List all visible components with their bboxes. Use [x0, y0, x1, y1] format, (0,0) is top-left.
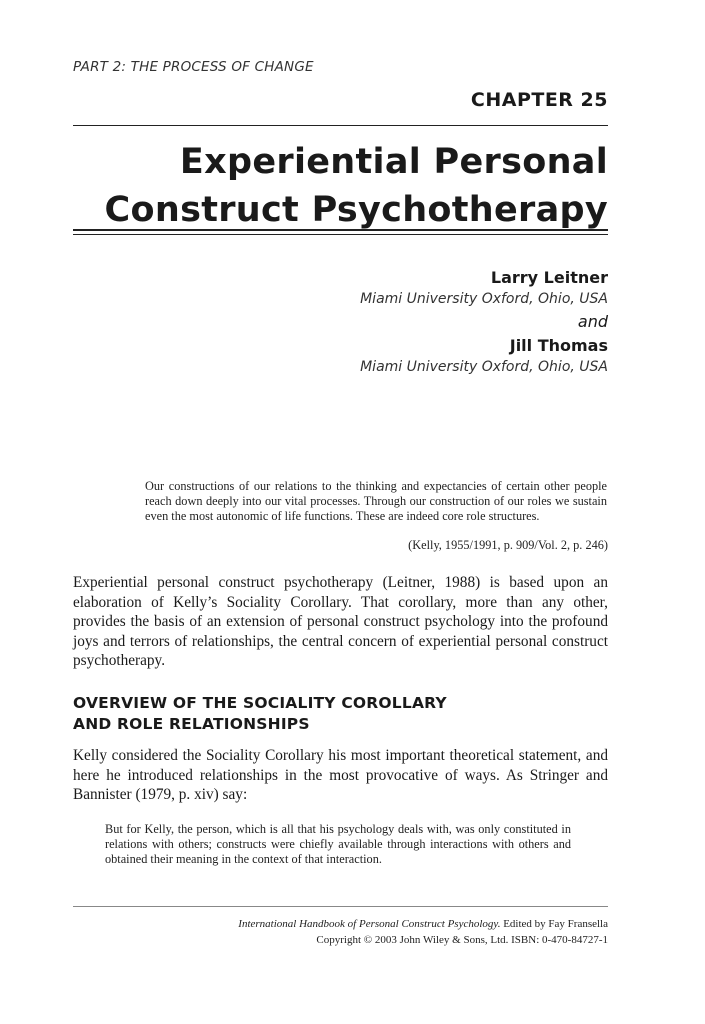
footer-editor: Edited by Fay Fransella: [500, 918, 608, 930]
intro-paragraph: Experiential personal construct psychotherapy (Leitner, 1988) is based upon an elaboration of Kelly’s Sociality Corollary. That corollary, more than any other, provides the basis of an extension of personal construct psychology into the profound joys and terrors of relationships, the central concern of experiential personal construct psychotherapy.: [73, 574, 608, 669]
block-quote: But for Kelly, the person, which is all that his psychology deals with, was only constituted in relations with others; constructs were chiefly available through interactions with others and obtained their meaning in the context of that interaction.: [105, 822, 571, 866]
top-rule: [73, 125, 608, 126]
part-label: PART 2: THE PROCESS OF CHANGE: [73, 59, 314, 75]
author-name: Jill Thomas: [509, 336, 608, 355]
author-name: Larry Leitner: [490, 268, 608, 287]
chapter-title: [105, 138, 608, 234]
footer-book-title: International Handbook of Personal Construct Psychology.: [238, 918, 501, 930]
footer-rule: [73, 906, 608, 907]
section-heading: [73, 693, 447, 735]
title-rule-thick: [73, 229, 608, 231]
footer-copyright: Copyright © 2003 John Wiley & Sons, Ltd. ISBN: 0-470-84727-1: [316, 934, 608, 946]
epigraph: Our constructions of our relations to the thinking and expectancies of certain other people reach down deeply into our vital processes. Through our construction of our roles we sustain even the most autonomic of life functions. These are indeed core role structures.: [145, 479, 607, 524]
section-heading-line-2: AND ROLE RELATIONSHIPS: [73, 715, 310, 733]
chapter-title-line-1: Experiential Personal: [179, 142, 608, 182]
author-joiner: and: [577, 312, 608, 331]
epigraph-citation: (Kelly, 1955/1991, p. 909/Vol. 2, p. 246): [408, 538, 608, 552]
author-block: [360, 266, 608, 378]
footer-citation-line: [238, 916, 608, 932]
author-affiliation: Miami University Oxford, Ohio, USA: [360, 359, 608, 375]
chapter-title-line-2: Construct Psychotherapy: [104, 190, 608, 230]
title-rule-thin: [73, 234, 608, 235]
chapter-label: CHAPTER 25: [470, 89, 608, 111]
section-heading-line-1: OVERVIEW OF THE SOCIALITY COROLLARY: [73, 694, 447, 712]
section-paragraph: Kelly considered the Sociality Corollary his most important theoretical statement, and here he introduced relationships in the most provocative of ways. As Stringer and Bannister (1979, p. xiv) say:: [73, 747, 608, 803]
footer: [238, 916, 608, 948]
author-affiliation: Miami University Oxford, Ohio, USA: [360, 291, 608, 307]
